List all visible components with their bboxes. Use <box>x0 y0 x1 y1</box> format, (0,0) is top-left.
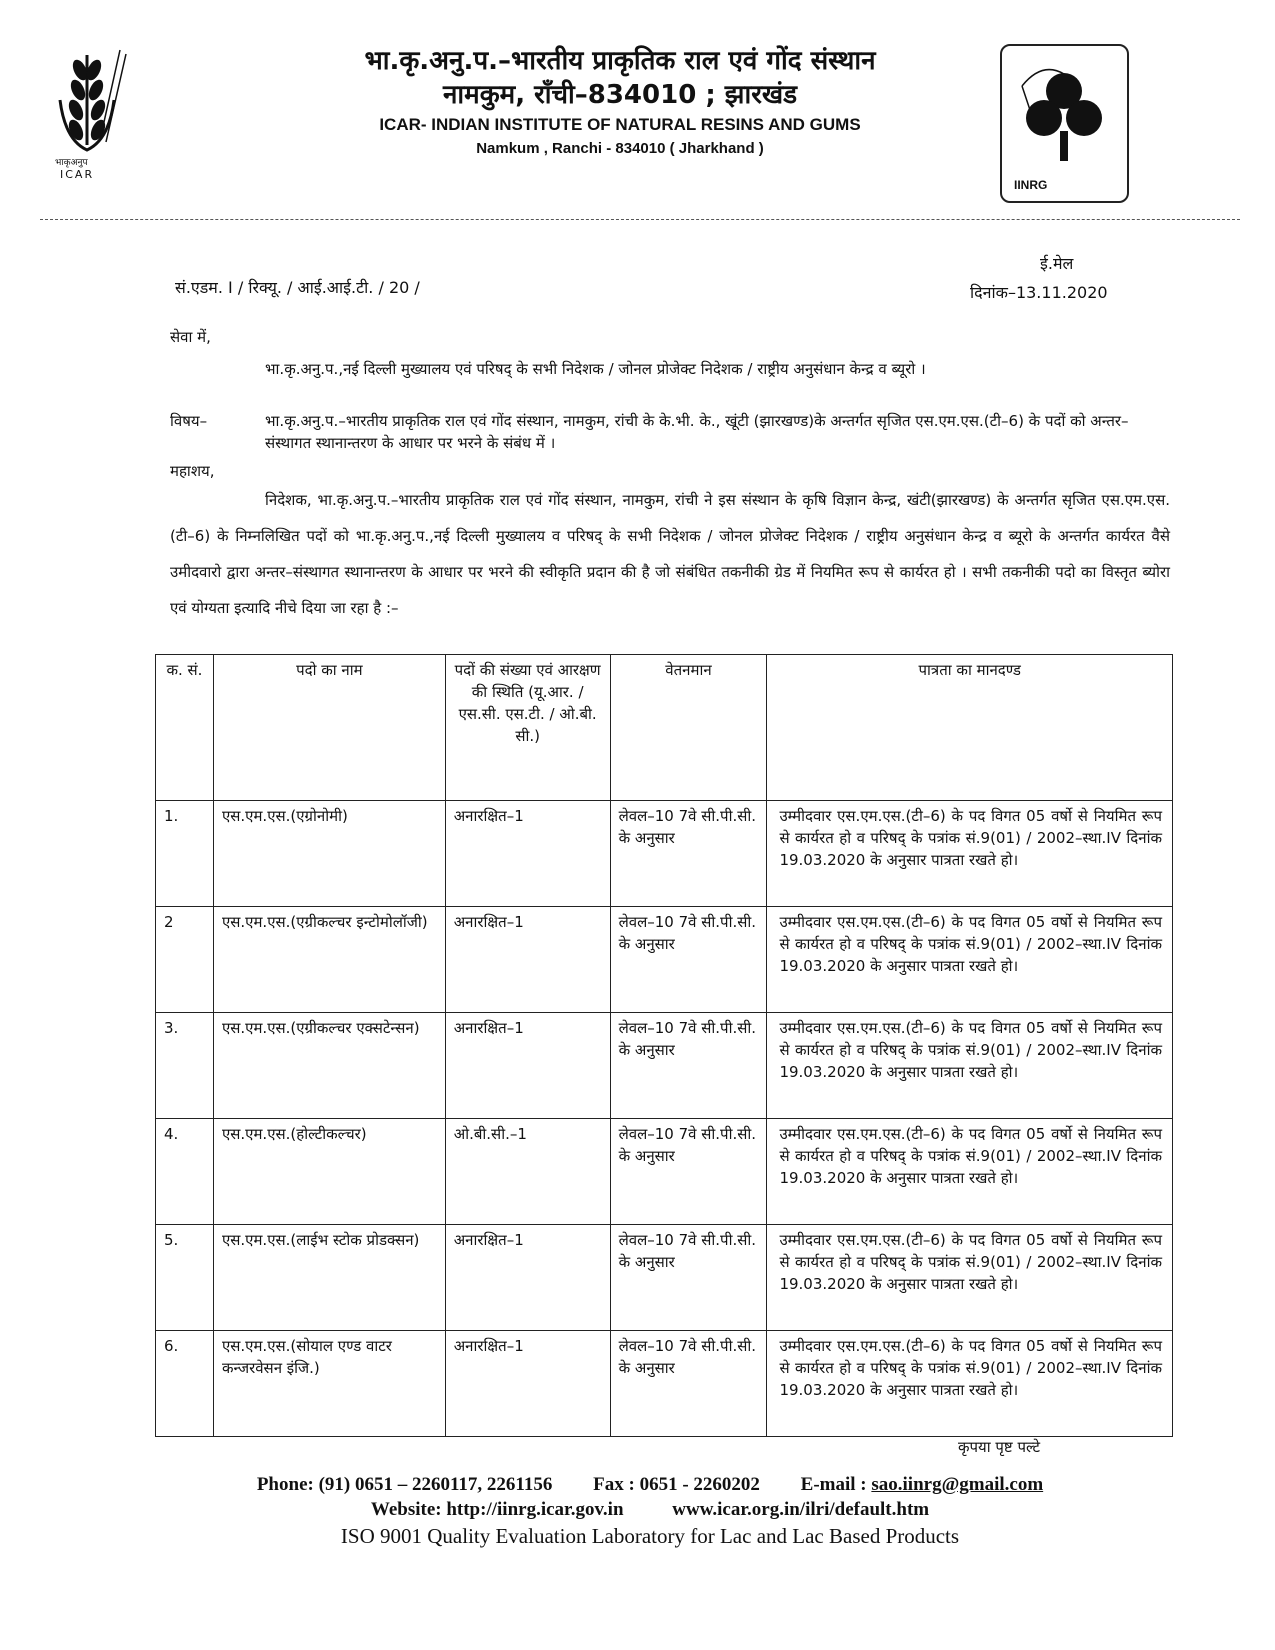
cell-eligibility: उम्मीदवार एस.एम.एस.(टी–6) के पद विगत 05 वर्षो से नियमित रूप से कार्यरत हो व परिषद् के पत्रांक सं.9(01) / 2002–स्था.IV दिनांक 19.03.2020 के अनुसार पात्रता रखते हो। <box>767 801 1173 907</box>
icar-logo <box>40 40 135 190</box>
letter-date: दिनांक–13.11.2020 <box>970 283 1108 302</box>
iinrg-logo-caption: IINRG <box>1014 178 1048 192</box>
cell-sno: 3. <box>156 1013 214 1119</box>
header-eligibility: पात्रता का मानदण्ड <box>767 655 1173 801</box>
header-divider <box>40 219 1240 220</box>
table-row <box>156 1331 1173 1437</box>
cell-count: ओ.बी.सी.–1 <box>445 1119 610 1225</box>
cell-pay: लेवल–10 7वे सी.पी.सी. के अनुसार <box>610 1331 767 1437</box>
cell-post: एस.एम.एस.(एग्रीकल्चर इन्टोमोलॉजी) <box>213 907 445 1013</box>
table-row <box>156 1119 1173 1225</box>
cell-count: अनारक्षित–1 <box>445 1225 610 1331</box>
cell-post: एस.एम.एस.(होल्टीकल्चर) <box>213 1119 445 1225</box>
cell-pay: लेवल–10 7वे सी.पी.सी. के अनुसार <box>610 907 767 1013</box>
cell-sno: 2 <box>156 907 214 1013</box>
iinrg-logo <box>1000 44 1129 203</box>
cell-count: अनारक्षित–1 <box>445 1013 610 1119</box>
email-link[interactable]: sao.iinrg@gmail.com <box>871 1474 1044 1495</box>
cell-pay: लेवल–10 7वे सी.पी.सी. के अनुसार <box>610 1119 767 1225</box>
footer-website-link[interactable]: Website: http://iinrg.icar.gov.in <box>370 1499 624 1520</box>
footer-website2-link[interactable]: www.icar.org.in/ilri/default.htm <box>672 1499 930 1520</box>
subject-label: विषय– <box>170 412 208 430</box>
header-post: पदो का नाम <box>213 655 445 801</box>
cell-sno: 5. <box>156 1225 214 1331</box>
cell-pay: लेवल–10 7वे सी.पी.सी. के अनुसार <box>610 1225 767 1331</box>
dispatch-mode: ई.मेल <box>1040 254 1074 273</box>
icar-logo-caption-hindi: भाकृअनुप <box>55 158 88 168</box>
footer-contact-line <box>150 1472 1150 1498</box>
header-sno: क. सं. <box>156 655 214 801</box>
footer-iso: ISO 9001 Quality Evaluation Laboratory for Lac and Lac Based Products <box>340 1524 960 1548</box>
cell-post: एस.एम.एस.(लाईभ स्टोक प्रोडक्सन) <box>213 1225 445 1331</box>
cell-eligibility: उम्मीदवार एस.एम.एस.(टी–6) के पद विगत 05 वर्षो से नियमित रूप से कार्यरत हो व परिषद् के पत्रांक सं.9(01) / 2002–स्था.IV दिनांक 19.03.2020 के अनुसार पात्रता रखते हो। <box>767 907 1173 1013</box>
table-row <box>156 907 1173 1013</box>
cell-post: एस.एम.एस.(एग्रीकल्चर एक्सटेन्सन) <box>213 1013 445 1119</box>
cell-eligibility: उम्मीदवार एस.एम.एस.(टी–6) के पद विगत 05 वर्षो से नियमित रूप से कार्यरत हो व परिषद् के पत्रांक सं.9(01) / 2002–स्था.IV दिनांक 19.03.2020 के अनुसार पात्रता रखते हो। <box>767 1119 1173 1225</box>
cell-eligibility: उम्मीदवार एस.एम.एस.(टी–6) के पद विगत 05 वर्षो से नियमित रूप से कार्यरत हो व परिषद् के पत्रांक सं.9(01) / 2002–स्था.IV दिनांक 19.03.2020 के अनुसार पात्रता रखते हो। <box>767 1013 1173 1119</box>
addressee: भा.कृ.अनु.प.,नई दिल्ली मुख्यालय एवं परिषद् के सभी निदेशक / जोनल प्रोजेक्ट निदेशक / राष्ट्रीय अनुसंधान केन्द्र व ब्यूरो । <box>265 360 926 378</box>
cell-count: अनारक्षित–1 <box>445 801 610 907</box>
table-row <box>156 1225 1173 1331</box>
cell-eligibility: उम्मीदवार एस.एम.एस.(टी–6) के पद विगत 05 वर्षो से नियमित रूप से कार्यरत हो व परिषद् के पत्रांक सं.9(01) / 2002–स्था.IV दिनांक 19.03.2020 के अनुसार पात्रता रखते हो। <box>767 1225 1173 1331</box>
letter-body: निदेशक, भा.कृ.अनु.प.–भारतीय प्राकृतिक राल एवं गोंद संस्थान, नामकुम, रांची ने इस संस्थान के कृषि विज्ञान केन्द्र, खंटी(झारखण्ड) के अन्तर्गत सृजित एस.एम.एस.(टी–6) के निम्नलिखित पदों को भा.कृ.अनु.प.,नई दिल्ली मुख्यालय व परिषद् के सभी निदेशक / जोनल प्रोजेक्ट निदेशक / राष्ट्रीय अनुसंधान केन्द्र व ब्यूरो के अन्तर्गत कार्यरत वैसे उमीदवारो द्वारा अन्तर–संस्थागत स्थानान्तरण के आधार पर भरने की स्वीकृति प्रदान की है जो संबंधित तकनीकी ग्रेड में नियमित रूप से कार्यरत हो । सभी तकनीकी पदो का विस्तृत ब्योरा एवं योग्यता इत्यादि नीचे दिया जा रहा है :– <box>170 491 1170 617</box>
subject-text: भा.कृ.अनु.प.–भारतीय प्राकृतिक राल एवं गोंद संस्थान, नामकुम, रांची के के.भी. के., खूंटी (झारखण्ड)के अन्तर्गत सृजित एस.एम.एस.(टी–6) के पदों को अन्तर–संस्थागत स्थानान्तरण के आधार पर भरने के संबंध में । <box>265 412 1129 452</box>
table-row <box>156 801 1173 907</box>
table-row <box>156 1013 1173 1119</box>
footer-fax: Fax : 0651 - 2260202 <box>593 1474 760 1495</box>
cell-sno: 6. <box>156 1331 214 1437</box>
institute-name-hindi: भा.कृ.अनु.प.–भारतीय प्राकृतिक राल एवं गोंद संस्थान <box>364 46 876 76</box>
cell-eligibility: उम्मीदवार एस.एम.एस.(टी–6) के पद विगत 05 वर्षो से नियमित रूप से कार्यरत हो व परिषद् के पत्रांक सं.9(01) / 2002–स्था.IV दिनांक 19.03.2020 के अनुसार पात्रता रखते हो। <box>767 1331 1173 1437</box>
header-count: पदों की संख्या एवं आरक्षण की स्थिति (यू.आर. / एस.सी. एस.टी. / ओ.बी. सी.) <box>445 655 610 801</box>
cell-pay: लेवल–10 7वे सी.पी.सी. के अनुसार <box>610 801 767 907</box>
footer-website-line <box>150 1498 1150 1522</box>
institute-address-hindi: नामकुम, राँची–834010 ; झारखंड <box>442 80 798 110</box>
reference-number: सं.एडम. I / रिक्यू. / आई.आई.टी. / 20 / <box>175 278 420 297</box>
letterhead <box>240 44 1000 160</box>
to-label: सेवा में, <box>170 328 211 346</box>
footer-phone: Phone: (91) 0651 – 2260117, 2261156 <box>256 1474 553 1495</box>
cell-count: अनारक्षित–1 <box>445 907 610 1013</box>
leaf-icon <box>1002 46 1127 176</box>
cell-sno: 1. <box>156 801 214 907</box>
footer-email-label: E-mail : <box>800 1474 867 1495</box>
footer <box>150 1472 1150 1550</box>
cell-post: एस.एम.एस.(एग्रोनोमी) <box>213 801 445 907</box>
cell-sno: 4. <box>156 1119 214 1225</box>
header-pay: वेतनमान <box>610 655 767 801</box>
footer-email <box>801 1474 1044 1495</box>
icar-logo-caption: ICAR <box>60 168 95 181</box>
please-turn-over: कृपया पृष्ट पल्टे <box>958 1438 1041 1456</box>
institute-name-english: ICAR- INDIAN INSTITUTE OF NATURAL RESINS AND GUMS <box>379 115 861 134</box>
posts-table <box>155 654 1173 1437</box>
cell-pay: लेवल–10 7वे सी.पी.सी. के अनुसार <box>610 1013 767 1119</box>
institute-address-english: Namkum , Ranchi - 834010 ( Jharkhand ) <box>476 140 764 157</box>
salutation: महाशय, <box>170 462 215 480</box>
cell-post: एस.एम.एस.(सोयाल एण्ड वाटर कन्जरवेसन इंजि.) <box>213 1331 445 1437</box>
cell-count: अनारक्षित–1 <box>445 1331 610 1437</box>
table-header-row <box>156 655 1173 801</box>
